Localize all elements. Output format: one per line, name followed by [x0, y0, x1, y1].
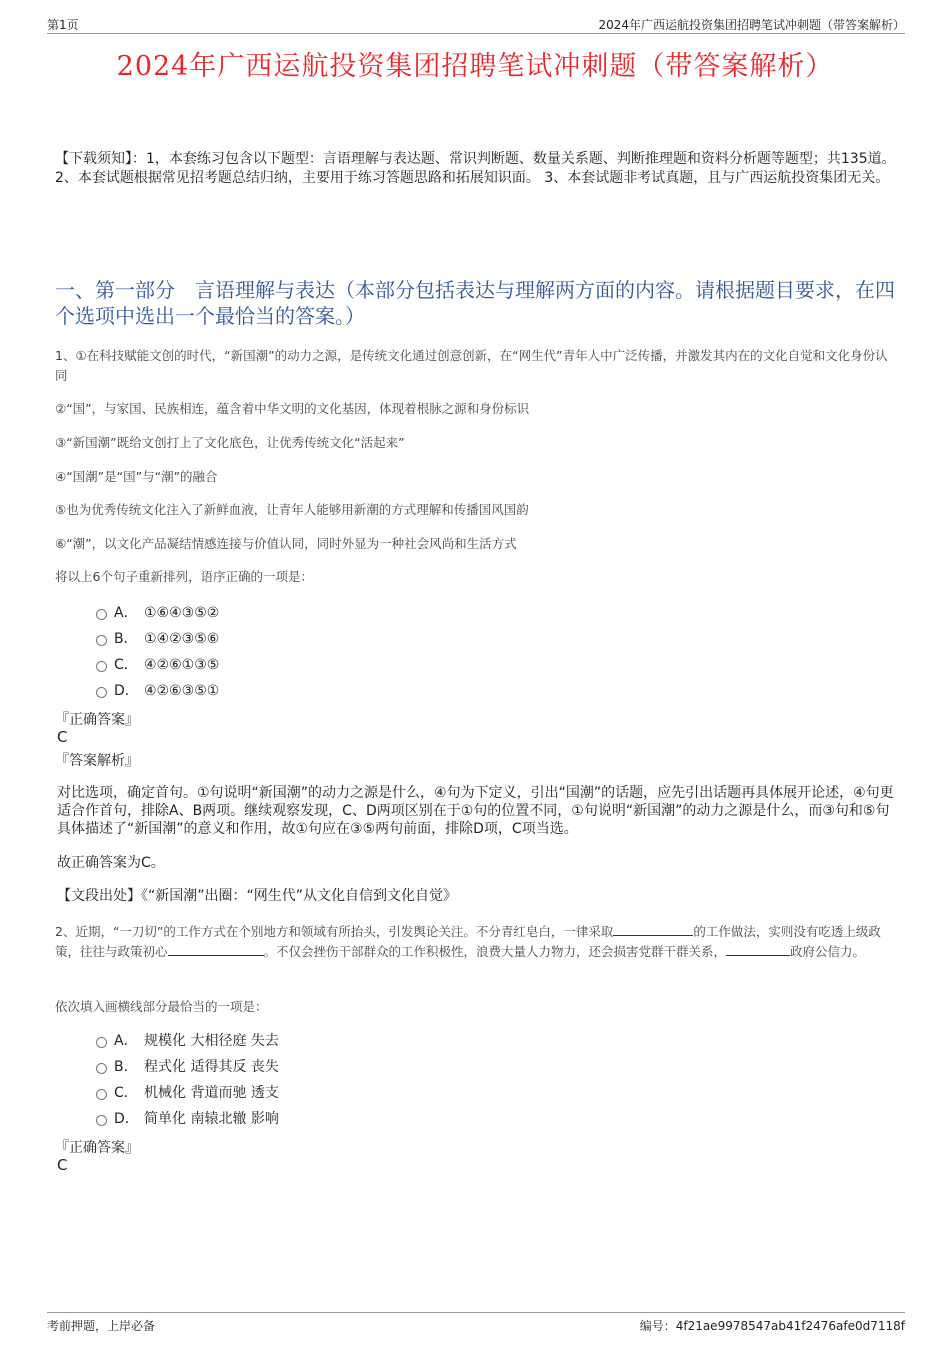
- q1-option-c[interactable]: C． ④②⑥①③⑤: [96, 655, 219, 675]
- q2-ask: 依次填入画横线部分最恰当的一项是：: [55, 999, 268, 1014]
- page-footer: [47, 1312, 905, 1335]
- radio-icon[interactable]: [96, 609, 107, 620]
- q1-sentence-4: ④“国潮”是“国”与“潮”的融合: [55, 469, 218, 484]
- radio-icon[interactable]: [96, 1115, 107, 1126]
- q1-analysis-label: 『答案解析』: [55, 753, 139, 769]
- footer-slogan: 考前押题，上岸必备: [47, 1319, 156, 1333]
- q1-answer-label: 『正确答案』: [55, 712, 139, 728]
- q1-option-d[interactable]: D． ④②⑥③⑤①: [96, 681, 219, 701]
- q1-ask: 将以上6个句子重新排列，语序正确的一项是：: [55, 569, 313, 584]
- q1-option-a[interactable]: A． ①⑥④③⑤②: [96, 603, 219, 623]
- radio-icon[interactable]: [96, 687, 107, 698]
- q1-option-b[interactable]: B． ①④②③⑤⑥: [96, 629, 219, 649]
- q2-option-d[interactable]: D． 简单化 南辕北辙 影响: [96, 1109, 279, 1129]
- download-notice: 【下载须知】：1，本套练习包含以下题型：言语理解与表达题、常识判断题、数量关系题、判断推理题和资料分析题等题型；共135道。 2、本套试题根据常见招考题总结归纳，主要用于练习答题思路和拓展知识面。 3、本套试题非考试真题，且与广西运航投资集团无关。: [55, 151, 896, 186]
- blank-3: [726, 943, 790, 956]
- q2-option-c[interactable]: C． 机械化 背道而驰 透支: [96, 1083, 279, 1103]
- radio-icon[interactable]: [96, 661, 107, 672]
- radio-icon[interactable]: [96, 635, 107, 646]
- q2-answer: C: [57, 1156, 68, 1174]
- blank-1: [613, 923, 693, 936]
- blank-2: [168, 943, 264, 956]
- q1-analysis: 对比选项，确定首句。①句说明“新国潮”的动力之源是什么，④句为下定义，引出“国潮”的话题，应先引出话题再具体展开论述，④句更适合作首句，排除A、B两项。继续观察发现，C、D两项区别在于①句的位置不同，①句说明“新国潮”的动力之源是什么，而③句和⑤句具体描述了“新国潮”的意义和作用，故①句应在③⑤两句前面，排除D项，C项当选。: [57, 785, 894, 837]
- q2-option-b[interactable]: B． 程式化 适得其反 丧失: [96, 1057, 279, 1077]
- q1-sentence-2: ②“国”，与家国、民族相连，蕴含着中华文明的文化基因，体现着根脉之源和身份标识: [55, 401, 530, 416]
- q1-sentence-5: ⑤也为优秀传统文化注入了新鲜血液，让青年人能够用新潮的方式理解和传播国风国韵: [55, 502, 529, 517]
- radio-icon[interactable]: [96, 1089, 107, 1100]
- page-header: [47, 14, 905, 34]
- q2-answer-label: 『正确答案』: [55, 1140, 139, 1156]
- q1-conclusion: 故正确答案为C。: [57, 855, 165, 871]
- footer-doc-id: 编号：4f21ae9978547ab41f2476afe0d7118f: [639, 1319, 905, 1333]
- q1-answer: C: [57, 728, 68, 746]
- radio-icon[interactable]: [96, 1037, 107, 1048]
- q1-stem: 1、①在科技赋能文创的时代，“新国潮”的动力之源，是传统文化通过创意创新，在“网生代”青年人中广泛传播，并激发其内在的文化自觉和文化身份认同: [55, 348, 888, 383]
- q2-stem: 2、近期，“一刀切”的工作方式在个别地方和领域有所抬头，引发舆论关注。不分青红皂白，一律采取 的工作做法，实则没有吃透上级政策，往往与政策初心 。不仅会挫伤干部群众的工作积极性，浪费大量人力物力，还会损害党群干群关系， 政府公信力。: [55, 924, 881, 959]
- q1-source: 【文段出处】《“新国潮”出圈：“网生代”从文化自信到文化自觉》: [57, 888, 458, 904]
- page-number: 第1页: [47, 18, 79, 32]
- q1-sentence-6: ⑥“潮”，以文化产品凝结情感连接与价值认同，同时外显为一种社会风尚和生活方式: [55, 536, 517, 551]
- q1-sentence-3: ③“新国潮”既给文创打上了文化底色，让优秀传统文化“活起来”: [55, 435, 405, 450]
- radio-icon[interactable]: [96, 1063, 107, 1074]
- page-title: 2024年广西运航投资集团招聘笔试冲刺题（带答案解析）: [116, 51, 834, 82]
- section-heading: 一、第一部分 言语理解与表达（本部分包括表达与理解两方面的内容。请根据题目要求，在四个选项中选出一个最恰当的答案。）: [55, 278, 895, 328]
- q2-option-a[interactable]: A． 规模化 大相径庭 失去: [96, 1031, 279, 1051]
- header-doc-title: 2024年广西运航投资集团招聘笔试冲刺题（带答案解析）: [598, 18, 905, 32]
